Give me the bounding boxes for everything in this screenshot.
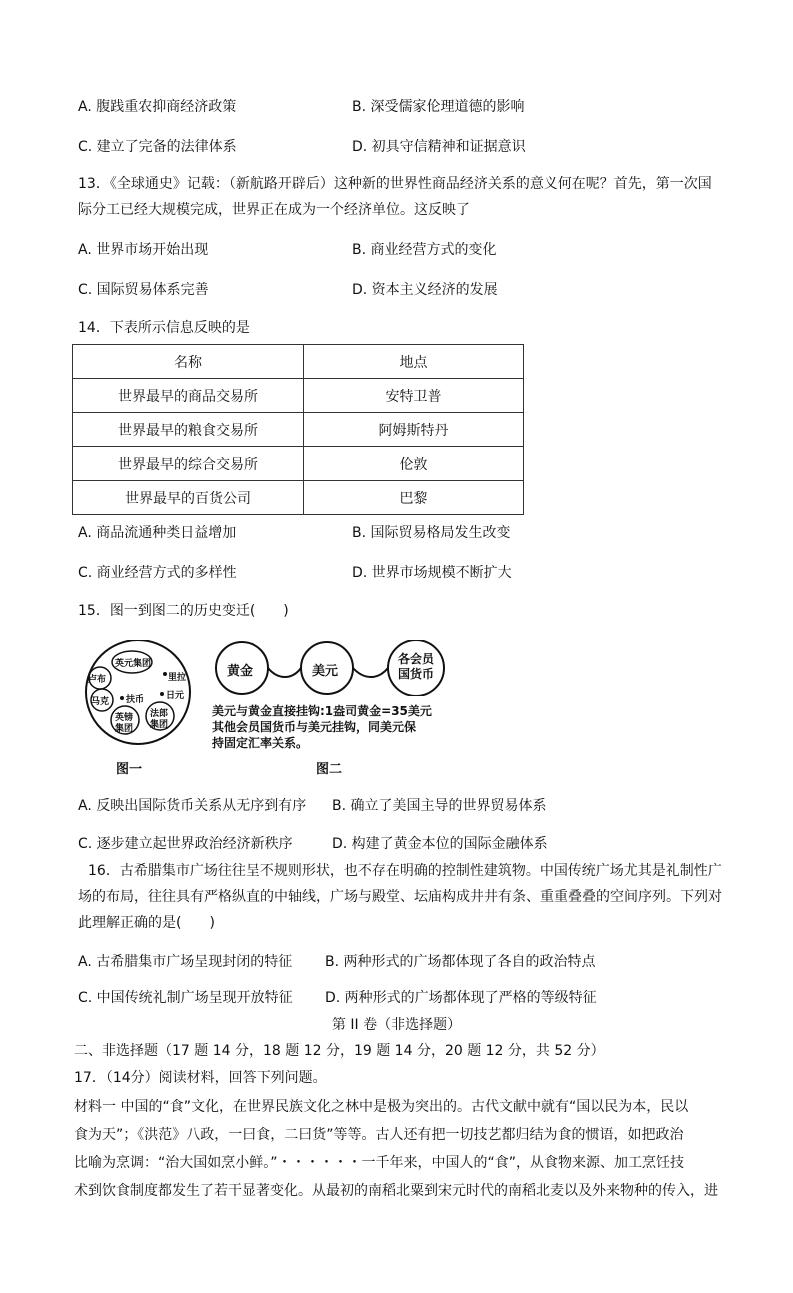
q14-option-b: B. 国际贸易格局发生改变 <box>352 525 511 541</box>
table-row <box>73 413 524 447</box>
q14-option-c: C. 商业经营方式的多样性 <box>78 565 237 581</box>
table-header-row <box>73 345 524 379</box>
q16-option-c: C. 中国传统礼制广场呈现开放特征 <box>78 990 293 1006</box>
q13-option-d: D. 资本主义经济的发展 <box>352 282 498 298</box>
fig2-text-line2: 其他会员国货币与美元挂钩，同美元保 <box>212 720 417 734</box>
q16-option-d: D. 两种形式的广场都体现了严格的等级特征 <box>325 990 597 1006</box>
q12-option-b: B. 深受儒家伦理道德的影响 <box>352 99 525 115</box>
fig1-label-rouble: 卢布 <box>88 675 107 685</box>
table-cell: 世界最早的综合交易所 <box>73 447 304 481</box>
table-cell: 世界最早的百货公司 <box>73 481 304 515</box>
q16-line3: 此理解正确的是( ) <box>78 915 215 931</box>
fig1-caption: 图一 <box>116 762 143 777</box>
q13-stem-line2: 际分工已经大规模完成，世界正在成为一个经济单位。这反映了 <box>78 202 470 218</box>
q17-material-line4: 术到饮食制度都发生了若干显著变化。从最初的南稻北粟到宋元时代的南稻北麦以及外来物种的传入，进 <box>74 1183 718 1199</box>
q15-option-d: D. 构建了黄金本位的国际金融体系 <box>332 836 548 852</box>
q14-option-a: A. 商品流通种类日益增加 <box>78 525 237 541</box>
table-cell: 阿姆斯特丹 <box>304 413 524 447</box>
q17-material-line3: 比喻为烹调：“治大国如烹小鲜。”・・・・・・一千年来，中国人的“食”，从食物来源、加工烹饪技 <box>74 1155 685 1171</box>
table-cell: 巴黎 <box>304 481 524 515</box>
q14-option-d: D. 世界市场规模不断扩大 <box>352 565 512 581</box>
q16-option-b: B. 两种形式的广场都体现了各自的政治特点 <box>325 954 596 970</box>
fig2-text-line3: 持固定汇率关系。 <box>212 736 309 750</box>
q13-option-a: A. 世界市场开始出现 <box>78 242 209 258</box>
q15-option-a: A. 反映出国际货币关系从无序到有序 <box>78 798 307 814</box>
q12-option-c: C. 建立了完备的法律体系 <box>78 139 237 155</box>
table-row <box>73 481 524 515</box>
fig1-label-dollar-group: 英元集团 <box>115 659 152 669</box>
q16-line2: 场的布局，往往具有严格纵直的中轴线，广场与殿堂、坛庙构成井井有条、重重叠叠的空间序列。下列对 <box>78 889 722 905</box>
table-header-place: 地点 <box>304 345 524 379</box>
section-volume-title: 第 II 卷（非选择题） <box>331 1017 462 1033</box>
q12-option-d: D. 初具守信精神和证据意识 <box>352 139 526 155</box>
q16-line1: 16．古希腊集市广场往往呈不规则形状，也不存在明确的控制性建筑物。中国传统广场尤其是礼制性广 <box>88 863 722 879</box>
table-cell: 世界最早的商品交易所 <box>73 379 304 413</box>
table-cell: 伦敦 <box>304 447 524 481</box>
q17-stem: 17．（14分）阅读材料，回答下列问题。 <box>74 1070 327 1086</box>
fig2-node-gold: 黄金 <box>227 664 254 679</box>
fig1-label-sterling-group: 英镑集团 <box>115 713 134 734</box>
q13-stem-line1: 13．《全球通史》记载：（新航路开辟后）这种新的世界性商品经济关系的意义何在呢？首先，第一次国 <box>78 176 712 192</box>
table-row <box>73 379 524 413</box>
fig1-label-fubi: 扶币 <box>126 695 145 705</box>
q15-option-c: C. 逐步建立起世界政治经济新秩序 <box>78 836 293 852</box>
fig2-node-dollar: 美元 <box>312 664 339 679</box>
q16-option-a: A. 古希腊集市广场呈现封闭的特征 <box>78 954 293 970</box>
q13-option-c: C. 国际贸易体系完善 <box>78 282 209 298</box>
fig1-label-lira: 里拉 <box>168 673 187 683</box>
fig2-caption: 图二 <box>316 762 343 777</box>
q14-table <box>72 344 524 515</box>
q12-option-a: A. 腹践重农抑商经济政策 <box>78 99 237 115</box>
fig2-text-line1: 美元与黄金直接挂钩:1盎司黄金=35美元 <box>212 704 432 718</box>
section-heading: 二、非选择题（17 题 14 分，18 题 12 分，19 题 14 分，20 题 12 分，共 52 分） <box>74 1043 605 1059</box>
q17-material-line1: 材料一 中国的“食”文化，在世界民族文化之林中是极为突出的。古代文献中就有“国以民为本，民以 <box>74 1099 689 1115</box>
table-header-name: 名称 <box>73 345 304 379</box>
q15-stem: 15．图一到图二的历史变迁( ) <box>78 603 289 619</box>
q17-material-line2: 食为天”；《洪范》八政，一曰食，二曰货”等等。古人还有把一切技艺都归结为食的惯语，如把政治 <box>74 1127 684 1143</box>
q13-option-b: B. 商业经营方式的变化 <box>352 242 497 258</box>
fig2-node-member-currencies: 各会员国货币 <box>398 652 435 681</box>
q14-stem: 14．下表所示信息反映的是 <box>78 320 250 336</box>
fig1-label-mark: 马克 <box>91 697 110 707</box>
fig1-label-yen: 日元 <box>166 691 185 701</box>
table-row <box>73 447 524 481</box>
q15-option-b: B. 确立了美国主导的世界贸易体系 <box>332 798 547 814</box>
table-cell: 世界最早的粮食交易所 <box>73 413 304 447</box>
table-cell: 安特卫普 <box>304 379 524 413</box>
fig1-label-franc-group: 法郎集团 <box>150 709 169 730</box>
